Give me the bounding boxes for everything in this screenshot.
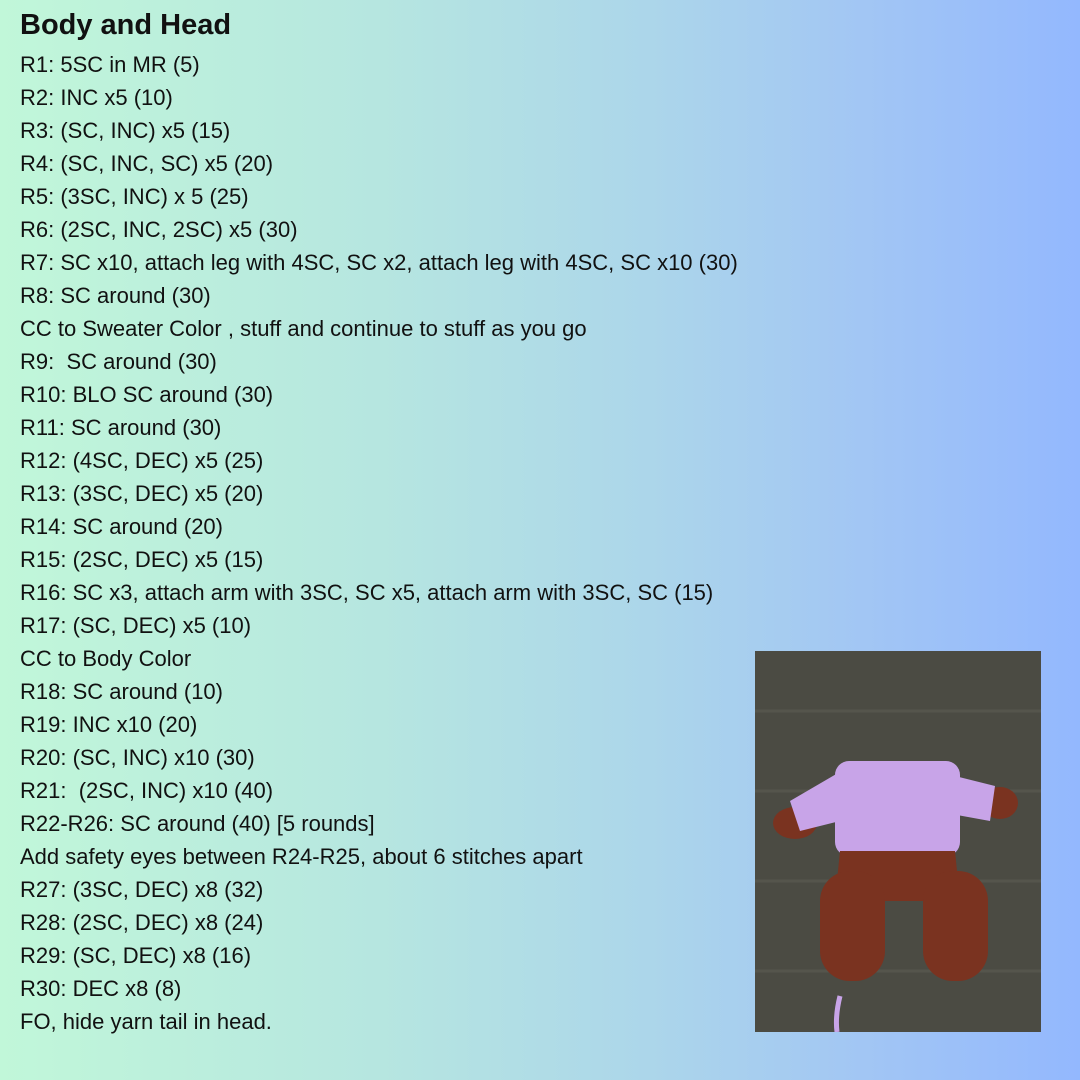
pattern-line: R21: (2SC, INC) x10 (40): [20, 778, 274, 803]
pattern-line: R22-R26: SC around (40) [5 rounds]: [20, 811, 375, 836]
pattern-line: R12: (4SC, DEC) x5 (25): [20, 448, 264, 473]
pattern-line: R20: (SC, INC) x10 (30): [20, 745, 255, 770]
pattern-line: Add safety eyes between R24-R25, about 6 stitches apart: [20, 844, 583, 869]
pattern-line: R2: INC x5 (10): [20, 85, 173, 110]
pattern-line: R7: SC x10, attach leg with 4SC, SC x2, attach leg with 4SC, SC x10 (30): [20, 250, 738, 275]
pattern-rounds: [20, 48, 738, 1038]
pattern-line: R17: (SC, DEC) x5 (10): [20, 613, 252, 638]
pattern-line: R16: SC x3, attach arm with 3SC, SC x5, attach arm with 3SC, SC (15): [20, 580, 714, 605]
pattern-line: R30: DEC x8 (8): [20, 976, 182, 1001]
pattern-line: R6: (2SC, INC, 2SC) x5 (30): [20, 217, 298, 242]
pattern-line: FO, hide yarn tail in head.: [20, 1009, 272, 1034]
pattern-line: CC to Body Color: [20, 646, 192, 671]
amigurumi-photo: [755, 651, 1041, 1032]
pattern-line: R8: SC around (30): [20, 283, 211, 308]
pattern-line: CC to Sweater Color , stuff and continue to stuff as you go: [20, 316, 587, 341]
pattern-line: R9: SC around (30): [20, 349, 217, 374]
pattern-line: R11: SC around (30): [20, 415, 222, 440]
section-title: Body and Head: [20, 9, 232, 41]
pattern-line: R29: (SC, DEC) x8 (16): [20, 943, 252, 968]
pattern-line: R1: 5SC in MR (5): [20, 52, 200, 77]
crochet-doll-image: [755, 651, 1041, 1032]
pattern-line: R4: (SC, INC, SC) x5 (20): [20, 151, 274, 176]
pattern-line: R15: (2SC, DEC) x5 (15): [20, 547, 264, 572]
pattern-line: R28: (2SC, DEC) x8 (24): [20, 910, 264, 935]
pattern-line: R5: (3SC, INC) x 5 (25): [20, 184, 249, 209]
pattern-line: R10: BLO SC around (30): [20, 382, 274, 407]
pattern-line: R3: (SC, INC) x5 (15): [20, 118, 231, 143]
pattern-line: R18: SC around (10): [20, 679, 223, 704]
pattern-line: R19: INC x10 (20): [20, 712, 198, 737]
pattern-line: R13: (3SC, DEC) x5 (20): [20, 481, 264, 506]
pattern-line: R14: SC around (20): [20, 514, 223, 539]
pattern-line: R27: (3SC, DEC) x8 (32): [20, 877, 264, 902]
